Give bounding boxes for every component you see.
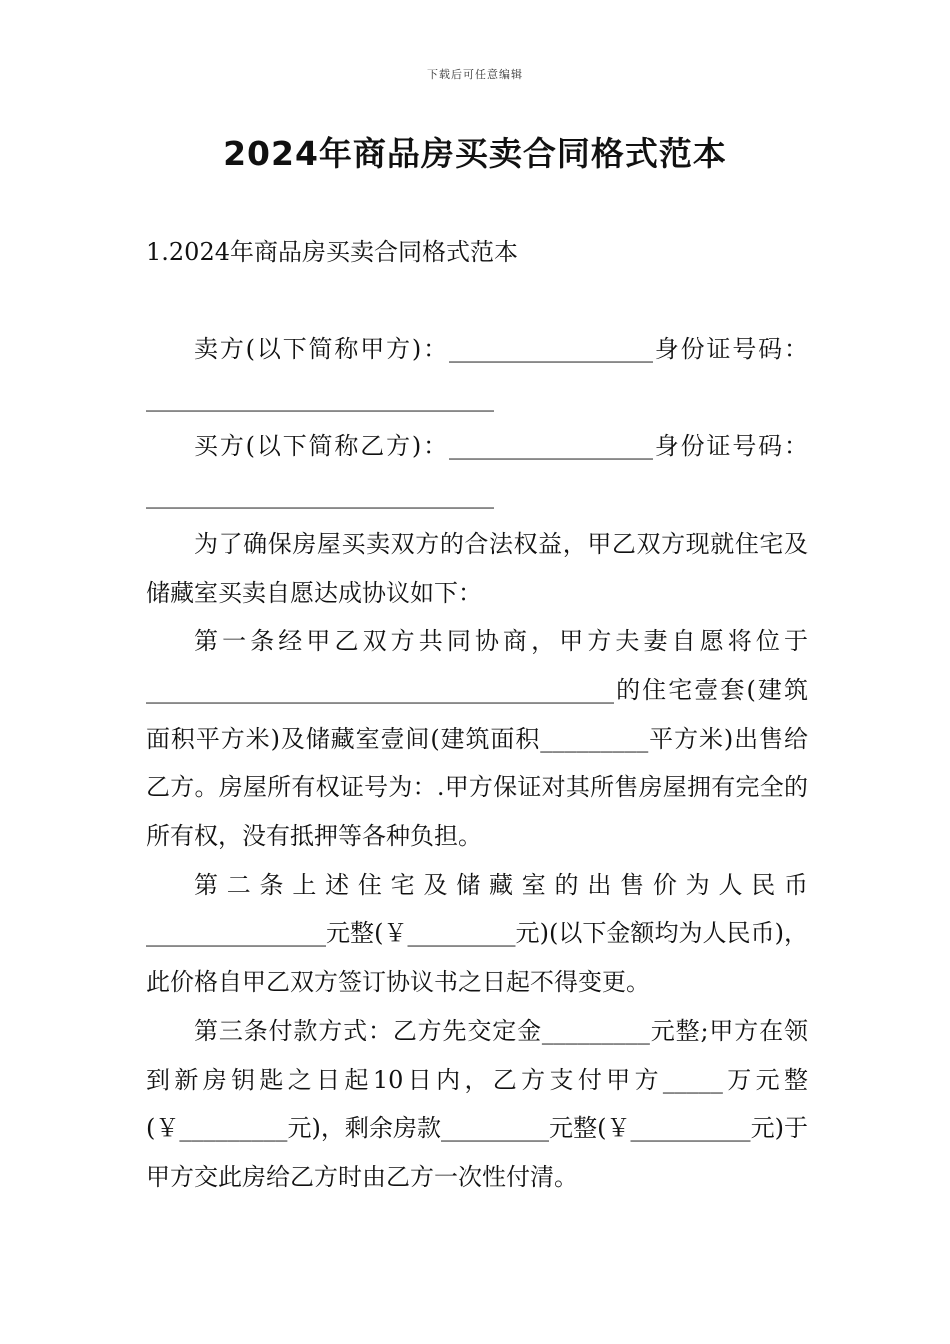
paragraph-preamble: 为了确保房屋买卖双方的合法权益，甲乙双方现就住宅及储藏室买卖自愿达成协议如下： bbox=[146, 529, 808, 607]
paragraph-article-2: 第二条上述住宅及储藏室的出售价为人民币_______________元整(￥_________元)(以下金额均为人民币)，此价格自甲乙双方签订协议书之日起不得变更。 bbox=[146, 870, 808, 997]
paragraph-seller: 卖方(以下简称甲方)：_________________身份证号码：_____________________________ bbox=[146, 335, 808, 412]
section-heading: 1.2024年商品房买卖合同格式范本 bbox=[146, 238, 518, 266]
paragraph-article-3: 第三条付款方式：乙方先交定金_________元整;甲方在领到新房钥匙之日起10日内，乙方支付甲方_____万元整(￥_________元)，剩余房款_________元整(￥__________元)于甲方交此房给乙方时由乙方一次性付清。 bbox=[146, 1016, 808, 1191]
document-title: 2024年商品房买卖合同格式范本 bbox=[223, 134, 727, 173]
paragraph-buyer: 买方(以下简称乙方)：_________________身份证号码：_____________________________ bbox=[146, 432, 808, 510]
contract-body bbox=[146, 325, 808, 1202]
paragraph-article-1: 第一条经甲乙双方共同协商，甲方夫妻自愿将位于_______________________________________的住宅壹套(建筑面积平方米)及储藏室壹间(建筑面积_________平方米)出售给乙方。房屋所有权证号为：.甲方保证对其所售房屋拥有完全的所有权，没有抵押等各种负担。 bbox=[146, 627, 808, 851]
header-note: 下载后可任意编辑 bbox=[427, 68, 523, 81]
